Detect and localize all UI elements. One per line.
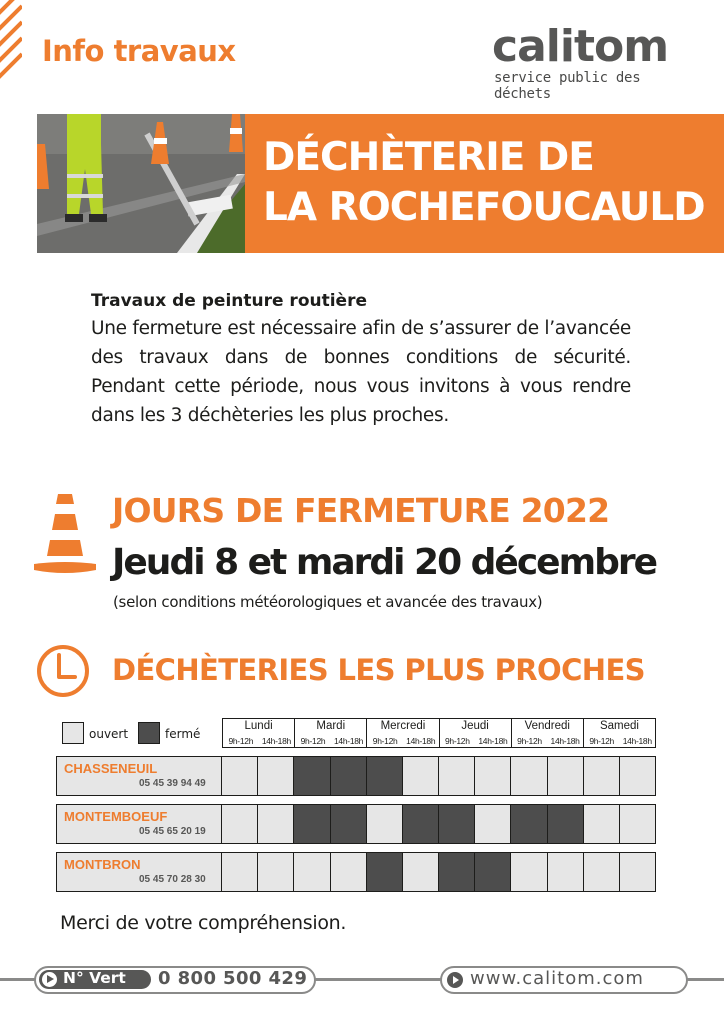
- slot-cell-open: [222, 805, 258, 843]
- slot-afternoon: 14h-18h: [622, 736, 652, 746]
- numero-vert-pill[interactable]: [34, 966, 316, 994]
- day-name: Lundi: [244, 720, 273, 732]
- play-arrow-icon: [447, 972, 463, 988]
- slot-cell-open: [222, 853, 258, 891]
- slot-cell-closed: [403, 805, 439, 843]
- slot-cell-closed: [331, 805, 367, 843]
- slot-cell-open: [439, 757, 475, 795]
- closure-dates: Jeudi 8 et mardi 20 décembre: [112, 542, 657, 583]
- intro-body: Une fermeture est nécessaire afin de s’assurer de l’avancée des travaux dans de bonnes conditions de sécurité. Pendant cette période, nous vous invitons à vous rendre dans les 3 déchèteries les plus proches.: [91, 318, 631, 426]
- slot-cell-open: [548, 757, 584, 795]
- slot-morning: 9h-12h: [444, 736, 470, 746]
- slot-cell-open: [475, 805, 511, 843]
- slot-cell-open: [403, 853, 439, 891]
- corner-stripes: [0, 0, 22, 80]
- slot-cell-open: [475, 757, 511, 795]
- day-name: Vendredi: [524, 720, 570, 732]
- hero-title-line-1: DÉCHÈTERIE DE: [263, 135, 594, 180]
- day-slots: [367, 734, 438, 748]
- thanks-message: Merci de votre compréhension.: [60, 912, 347, 934]
- slot-cell-open: [548, 853, 584, 891]
- nearest-title: DÉCHÈTERIES LES PLUS PROCHES: [112, 653, 645, 687]
- clock-icon: [35, 643, 91, 699]
- logo-tagline: service public des déchets: [494, 70, 641, 102]
- slot-cell-closed: [367, 853, 403, 891]
- day-column-header: [512, 719, 584, 747]
- intro-heading: Travaux de peinture routière: [91, 291, 367, 311]
- slot-cell-open: [584, 805, 620, 843]
- slot-morning: 9h-12h: [517, 736, 542, 746]
- slot-cell-closed: [548, 805, 584, 843]
- info-travaux-label: Info travaux: [42, 34, 236, 68]
- numero-vert-number: 0 800 500 429: [158, 968, 308, 989]
- closure-title: JOURS DE FERMETURE 2022: [112, 491, 610, 530]
- site-name: MONTEMBOEUF: [64, 809, 168, 824]
- website-pill[interactable]: [440, 966, 688, 994]
- site-row: [56, 852, 656, 892]
- day-slots: [295, 734, 366, 748]
- slot-morning: 9h-12h: [228, 736, 254, 746]
- day-column-header: [367, 719, 439, 747]
- hero-title-band: [245, 114, 724, 253]
- site-name: CHASSENEUIL: [64, 761, 158, 776]
- slot-cell-closed: [331, 757, 367, 795]
- slot-cell-closed: [294, 805, 330, 843]
- slot-cell-open: [331, 853, 367, 891]
- slot-morning: 9h-12h: [300, 736, 326, 746]
- slot-afternoon: 14h-18h: [550, 736, 580, 746]
- slot-cell-open: [258, 853, 294, 891]
- site-slot-cells: [222, 805, 655, 843]
- legend-closed-label: fermé: [165, 727, 201, 741]
- legend-closed-swatch: [138, 722, 160, 744]
- site-name: MONTBRON: [64, 857, 141, 872]
- logo-word: calitom: [492, 21, 669, 72]
- website-link[interactable]: www.calitom.com: [470, 968, 644, 989]
- site-slot-cells: [222, 853, 655, 891]
- day-slots: [512, 734, 583, 748]
- site-slot-cells: [222, 757, 655, 795]
- calitom-logo: [492, 21, 692, 102]
- site-info: [57, 805, 222, 843]
- numero-vert-label: N° Vert: [63, 969, 126, 987]
- day-name: Mardi: [316, 720, 346, 732]
- site-info: [57, 757, 222, 795]
- site-row: [56, 804, 656, 844]
- slot-cell-closed: [367, 757, 403, 795]
- day-column-header: [223, 719, 295, 747]
- slot-morning: 9h-12h: [589, 736, 614, 746]
- slot-cell-open: [584, 757, 620, 795]
- slot-afternoon: 14h-18h: [478, 736, 508, 746]
- slot-morning: 9h-12h: [372, 736, 398, 746]
- slot-afternoon: 14h-18h: [261, 736, 291, 746]
- slot-cell-closed: [294, 757, 330, 795]
- slot-cell-open: [620, 805, 655, 843]
- legend-open-label: ouvert: [89, 727, 129, 741]
- intro-section: [91, 288, 631, 430]
- schedule-day-header: [222, 718, 656, 748]
- day-name: Samedi: [599, 720, 639, 732]
- slot-cell-open: [511, 757, 547, 795]
- legend-open-swatch: [62, 722, 84, 744]
- slot-cell-closed: [511, 805, 547, 843]
- play-arrow-icon: [42, 972, 57, 987]
- slot-cell-open: [258, 805, 294, 843]
- traffic-cone-icon: [34, 494, 96, 578]
- schedule-legend: [62, 722, 222, 748]
- slot-cell-closed: [439, 853, 475, 891]
- day-column-header: [295, 719, 367, 747]
- slot-cell-closed: [475, 853, 511, 891]
- closure-note: (selon conditions météorologiques et avancée des travaux): [113, 593, 543, 611]
- hero-title-line-2: LA ROCHEFOUCAULD: [263, 185, 705, 230]
- numero-vert-tag: [39, 970, 151, 989]
- site-phone: 05 45 39 94 49: [139, 778, 206, 789]
- site-phone: 05 45 65 20 19: [139, 826, 206, 837]
- day-slots: [440, 734, 511, 748]
- slot-cell-closed: [439, 805, 475, 843]
- slot-cell-open: [222, 757, 258, 795]
- slot-cell-open: [584, 853, 620, 891]
- day-slots: [223, 734, 294, 748]
- day-slots: [584, 734, 655, 748]
- day-column-header: [584, 719, 655, 747]
- slot-cell-open: [620, 853, 655, 891]
- slot-cell-open: [403, 757, 439, 795]
- site-info: [57, 853, 222, 891]
- slot-cell-open: [511, 853, 547, 891]
- slot-afternoon: 14h-18h: [406, 736, 436, 746]
- slot-afternoon: 14h-18h: [334, 736, 364, 746]
- site-phone: 05 45 70 28 30: [139, 874, 206, 885]
- slot-cell-open: [258, 757, 294, 795]
- day-name: Jeudi: [461, 720, 489, 732]
- slot-cell-open: [620, 757, 655, 795]
- slot-cell-open: [294, 853, 330, 891]
- slot-cell-open: [367, 805, 403, 843]
- day-name: Mercredi: [380, 720, 426, 732]
- day-column-header: [440, 719, 512, 747]
- site-row: [56, 756, 656, 796]
- road-works-photo: [37, 114, 245, 253]
